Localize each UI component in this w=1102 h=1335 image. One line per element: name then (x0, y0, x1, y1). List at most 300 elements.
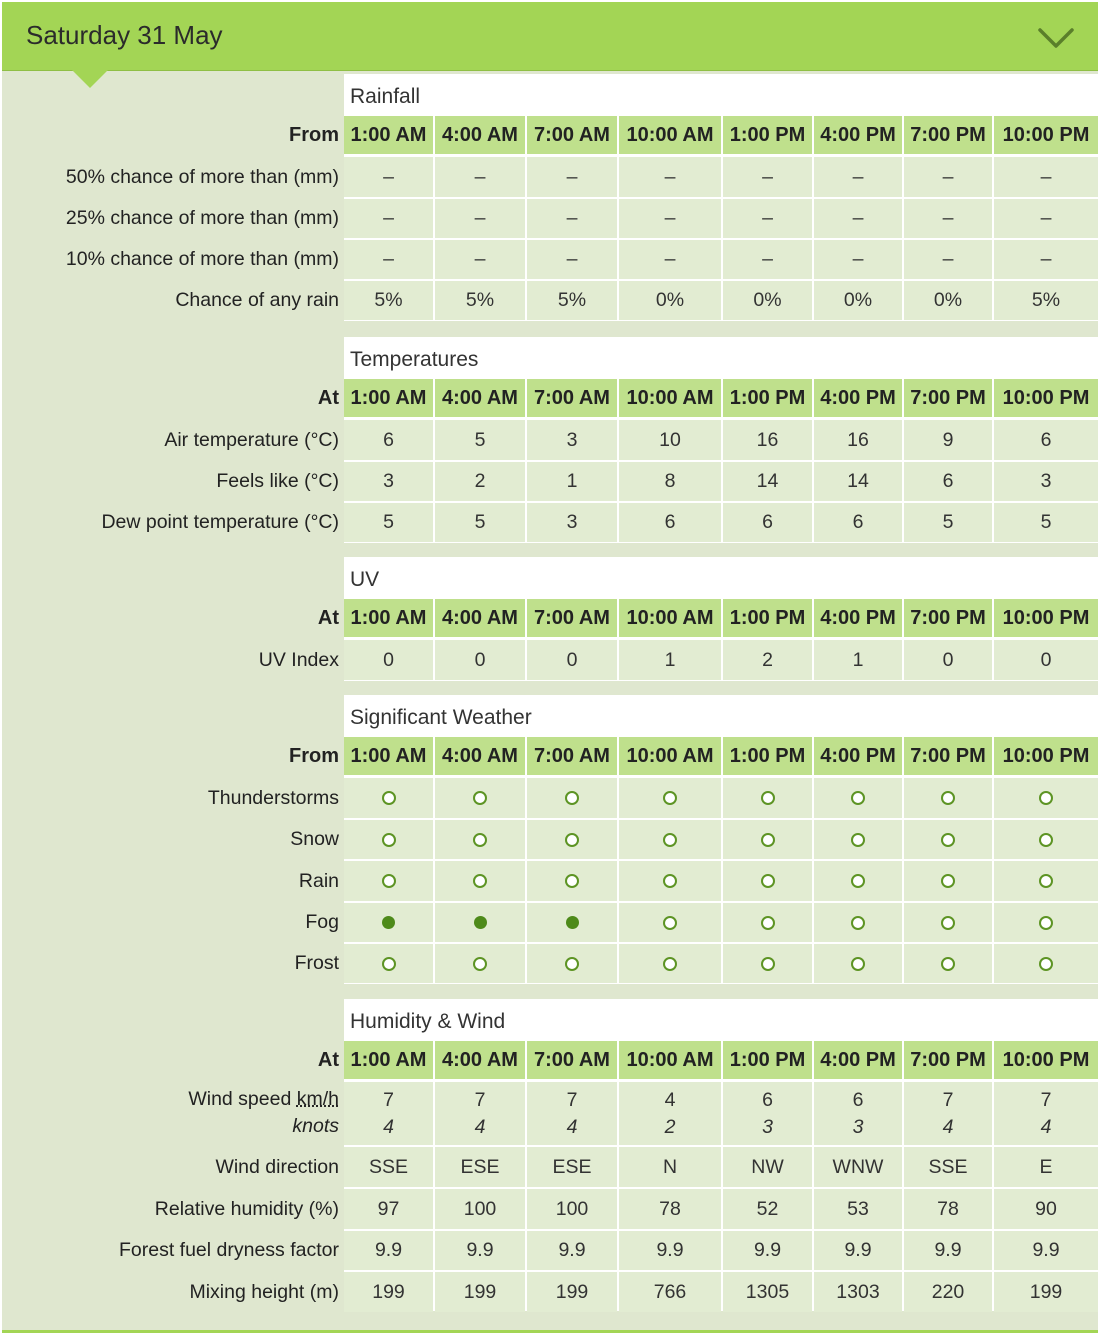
wind-speed-knots: 4 (474, 1115, 486, 1138)
time-header-row (2, 737, 1098, 775)
table-cell: 0% (904, 281, 992, 320)
table-cell: – (723, 240, 812, 279)
table-cell: 0 (344, 640, 433, 680)
table-row (2, 903, 1098, 942)
table-cell (994, 861, 1098, 901)
table-cell: 199 (435, 1272, 525, 1312)
time-header-cell: 10:00 AM (619, 1041, 721, 1079)
table-row (2, 640, 1098, 680)
filled-dot-icon (382, 916, 395, 929)
table-cell: – (344, 240, 433, 279)
table-row (2, 503, 1098, 542)
day-title: Saturday 31 May (26, 20, 223, 50)
header-pointer (72, 70, 108, 88)
empty-circle-icon (382, 791, 396, 805)
table-cell: N (619, 1147, 721, 1187)
table-cell: 220 (904, 1272, 992, 1312)
time-header-cell: 4:00 AM (435, 1041, 525, 1079)
table-cell: – (904, 240, 992, 279)
table-cell: 0% (723, 281, 812, 320)
table-cell: – (527, 157, 617, 197)
table-cell: – (435, 157, 525, 197)
time-header-cell: 1:00 AM (344, 737, 433, 775)
time-header-row (2, 1041, 1098, 1079)
empty-circle-icon (473, 957, 487, 971)
table-cell: 16 (723, 420, 812, 460)
table-cell: 6 (814, 503, 902, 542)
wind-speed-cell (527, 1082, 617, 1145)
table-cell (527, 903, 617, 942)
empty-circle-icon (941, 874, 955, 888)
table-cell: 2 (435, 462, 525, 501)
table-cell: SSE (904, 1147, 992, 1187)
empty-circle-icon (761, 916, 775, 930)
table-row (2, 240, 1098, 279)
table-cell: 3 (344, 462, 433, 501)
time-header-cell: 4:00 PM (814, 737, 902, 775)
time-header-cell: 7:00 AM (527, 737, 617, 775)
table-cell (619, 820, 721, 859)
time-header-row (2, 599, 1098, 637)
table-cell: 5% (344, 281, 433, 320)
time-header-label: At (317, 607, 339, 629)
wind-speed-kmh: 7 (1040, 1088, 1052, 1111)
table-cell: – (527, 199, 617, 238)
empty-circle-icon (761, 791, 775, 805)
day-header[interactable] (2, 2, 1098, 71)
wind-speed-knots: 3 (852, 1115, 864, 1138)
table-cell: 1303 (814, 1272, 902, 1312)
wind-speed-text: Wind speed (188, 1088, 297, 1110)
row-label: Forest fuel dryness factor (118, 1239, 339, 1261)
time-header-cell: 10:00 PM (994, 116, 1098, 154)
time-header-cell: 7:00 AM (527, 116, 617, 154)
table-cell (723, 903, 812, 942)
time-header-cell: 7:00 PM (904, 1041, 992, 1079)
empty-circle-icon (851, 791, 865, 805)
wind-speed-label (2, 1086, 339, 1140)
table-cell (904, 861, 992, 901)
wind-speed-cell (814, 1082, 902, 1145)
table-cell (814, 820, 902, 859)
wind-speed-kmh: 7 (942, 1088, 954, 1111)
time-header-cell: 1:00 PM (723, 1041, 812, 1079)
empty-circle-icon (382, 874, 396, 888)
table-cell: 6 (344, 420, 433, 460)
empty-circle-icon (851, 957, 865, 971)
table-cell: 16 (814, 420, 902, 460)
table-cell: 2 (723, 640, 812, 680)
empty-circle-icon (761, 957, 775, 971)
table-cell: 1305 (723, 1272, 812, 1312)
empty-circle-icon (1039, 791, 1053, 805)
time-header-cell: 4:00 PM (814, 116, 902, 154)
table-cell: 9.9 (994, 1231, 1098, 1270)
table-cell: 5 (344, 503, 433, 542)
time-header-cell: 4:00 PM (814, 599, 902, 637)
time-header-label: At (317, 387, 339, 409)
wind-speed-cell (994, 1082, 1098, 1145)
table-cell: 9.9 (619, 1231, 721, 1270)
table-cell (723, 944, 812, 983)
table-cell: – (344, 199, 433, 238)
table-cell (344, 861, 433, 901)
table-cell: – (994, 240, 1098, 279)
table-cell: – (904, 157, 992, 197)
table-cell (344, 903, 433, 942)
empty-circle-icon (941, 791, 955, 805)
table-cell: 1 (619, 640, 721, 680)
table-cell: – (994, 199, 1098, 238)
table-cell (619, 861, 721, 901)
empty-circle-icon (1039, 957, 1053, 971)
wind-speed-knots: 4 (1040, 1115, 1052, 1138)
chevron-down-icon[interactable] (1036, 20, 1076, 54)
table-cell: 9.9 (527, 1231, 617, 1270)
row-label: 25% chance of more than (mm) (65, 207, 339, 229)
section-title: Humidity & Wind (344, 999, 1098, 1041)
time-header-cell: 7:00 PM (904, 379, 992, 417)
time-header-row (2, 379, 1098, 417)
wind-speed-knots: 4 (566, 1115, 578, 1138)
table-cell: 5 (994, 503, 1098, 542)
table-cell: 0 (994, 640, 1098, 680)
table-cell (435, 861, 525, 901)
table-cell: ESE (527, 1147, 617, 1187)
row-label: Fog (305, 911, 339, 933)
empty-circle-icon (941, 833, 955, 847)
wind-speed-kmh: 4 (664, 1088, 676, 1111)
empty-circle-icon (941, 957, 955, 971)
wind-speed-cell (619, 1082, 721, 1145)
row-label: Relative humidity (%) (154, 1198, 339, 1220)
table-row (2, 778, 1098, 818)
time-header-cell: 4:00 AM (435, 737, 525, 775)
empty-circle-icon (851, 833, 865, 847)
table-row (2, 281, 1098, 320)
table-row (2, 1272, 1098, 1312)
wind-speed-knots: 4 (942, 1115, 954, 1138)
time-header-cell: 7:00 PM (904, 737, 992, 775)
table-cell (994, 944, 1098, 983)
empty-circle-icon (382, 957, 396, 971)
time-header-label: From (289, 745, 339, 767)
table-cell: 6 (904, 462, 992, 501)
time-header-cell: 10:00 AM (619, 737, 721, 775)
empty-circle-icon (473, 874, 487, 888)
table-cell: 9.9 (814, 1231, 902, 1270)
time-header-label: At (317, 1049, 339, 1071)
table-cell (435, 944, 525, 983)
table-cell: 0% (814, 281, 902, 320)
table-cell (814, 944, 902, 983)
wind-speed-kmh: 7 (474, 1088, 486, 1111)
wind-speed-cell (344, 1082, 433, 1145)
table-cell: 0 (527, 640, 617, 680)
row-label: Chance of any rain (175, 289, 339, 311)
time-header-cell: 1:00 AM (344, 599, 433, 637)
table-cell: 52 (723, 1189, 812, 1229)
table-cell: 10 (619, 420, 721, 460)
table-cell (344, 778, 433, 818)
row-label: Mixing height (m) (189, 1281, 339, 1303)
table-row (2, 1147, 1098, 1187)
table-cell: 5% (435, 281, 525, 320)
empty-circle-icon (941, 916, 955, 930)
table-row (2, 820, 1098, 859)
table-cell: – (814, 157, 902, 197)
time-header-cell: 10:00 AM (619, 116, 721, 154)
time-header-cell: 4:00 AM (435, 116, 525, 154)
empty-circle-icon (851, 916, 865, 930)
wind-speed-kmh: 6 (762, 1088, 773, 1111)
table-cell (435, 820, 525, 859)
table-cell: 5% (994, 281, 1098, 320)
table-cell: – (994, 157, 1098, 197)
table-row (2, 944, 1098, 983)
table-cell (904, 903, 992, 942)
empty-circle-icon (761, 833, 775, 847)
table-cell (527, 820, 617, 859)
table-cell: 8 (619, 462, 721, 501)
table-cell: 5% (527, 281, 617, 320)
table-cell: E (994, 1147, 1098, 1187)
table-cell: 766 (619, 1272, 721, 1312)
table-cell: 3 (994, 462, 1098, 501)
empty-circle-icon (565, 791, 579, 805)
table-cell (904, 944, 992, 983)
table-row (2, 462, 1098, 501)
time-header-cell: 1:00 AM (344, 116, 433, 154)
table-cell (994, 778, 1098, 818)
table-cell (527, 861, 617, 901)
empty-circle-icon (565, 957, 579, 971)
table-cell (527, 778, 617, 818)
table-cell (344, 944, 433, 983)
table-cell (344, 820, 433, 859)
wind-speed-cell (435, 1082, 525, 1145)
table-cell: 0 (435, 640, 525, 680)
table-cell (619, 778, 721, 818)
table-cell (723, 778, 812, 818)
table-cell: 78 (619, 1189, 721, 1229)
table-cell (619, 944, 721, 983)
wind-speed-knots: 4 (383, 1115, 394, 1138)
table-row (2, 1189, 1098, 1229)
row-label: Snow (290, 828, 339, 850)
row-label: Rain (298, 870, 339, 892)
table-row (2, 1231, 1098, 1270)
empty-circle-icon (565, 833, 579, 847)
time-header-cell: 7:00 PM (904, 116, 992, 154)
table-cell (904, 820, 992, 859)
time-header-cell: 4:00 AM (435, 379, 525, 417)
time-header-cell: 7:00 AM (527, 1041, 617, 1079)
table-cell: 14 (723, 462, 812, 501)
table-cell: 5 (904, 503, 992, 542)
time-header-cell: 4:00 PM (814, 379, 902, 417)
table-cell: 100 (435, 1189, 525, 1229)
table-cell (904, 778, 992, 818)
table-cell: – (814, 199, 902, 238)
empty-circle-icon (663, 916, 677, 930)
time-header-cell: 1:00 PM (723, 599, 812, 637)
table-cell: 6 (619, 503, 721, 542)
wind-speed-knots: 3 (762, 1115, 773, 1138)
wind-speed-label-line (2, 1086, 339, 1113)
table-cell: SSE (344, 1147, 433, 1187)
table-cell: 1 (814, 640, 902, 680)
table-cell: 1 (527, 462, 617, 501)
table-cell: – (435, 199, 525, 238)
table-cell: 78 (904, 1189, 992, 1229)
table-cell: 100 (527, 1189, 617, 1229)
empty-circle-icon (1039, 916, 1053, 930)
table-cell (619, 903, 721, 942)
table-cell: 6 (723, 503, 812, 542)
table-cell: 9.9 (344, 1231, 433, 1270)
table-cell: – (435, 240, 525, 279)
table-cell: – (344, 157, 433, 197)
time-header-cell: 10:00 AM (619, 599, 721, 637)
table-cell (814, 778, 902, 818)
table-cell: 3 (527, 503, 617, 542)
table-cell: – (814, 240, 902, 279)
row-label: Feels like (°C) (216, 470, 339, 492)
table-cell: NW (723, 1147, 812, 1187)
unit-kmh: km/h (296, 1088, 339, 1110)
time-header-cell: 7:00 PM (904, 599, 992, 637)
unit-knots: knots (292, 1115, 339, 1137)
time-header-cell: 10:00 PM (994, 1041, 1098, 1079)
bottom-divider (2, 1330, 1098, 1333)
row-label: Thunderstorms (207, 787, 339, 809)
row-label: Dew point temperature (°C) (101, 511, 339, 533)
table-cell: – (904, 199, 992, 238)
row-label: Air temperature (°C) (164, 429, 339, 451)
table-cell: – (619, 157, 721, 197)
forecast-panel (2, 2, 1098, 1333)
table-cell: 9.9 (435, 1231, 525, 1270)
row-label: Wind direction (215, 1156, 339, 1178)
empty-circle-icon (1039, 874, 1053, 888)
time-header-cell: 1:00 AM (344, 1041, 433, 1079)
table-cell: – (619, 199, 721, 238)
filled-dot-icon (566, 916, 579, 929)
table-cell: 0% (619, 281, 721, 320)
section-title: Temperatures (344, 337, 1098, 379)
time-header-cell: 1:00 PM (723, 116, 812, 154)
empty-circle-icon (473, 791, 487, 805)
time-header-cell: 10:00 PM (994, 379, 1098, 417)
table-cell: 3 (527, 420, 617, 460)
table-cell (723, 820, 812, 859)
table-cell: – (619, 240, 721, 279)
table-cell (527, 944, 617, 983)
row-label: 10% chance of more than (mm) (65, 248, 339, 270)
empty-circle-icon (663, 833, 677, 847)
time-header-cell: 1:00 PM (723, 379, 812, 417)
table-cell: 199 (527, 1272, 617, 1312)
table-cell (723, 861, 812, 901)
empty-circle-icon (473, 833, 487, 847)
filled-dot-icon (474, 916, 487, 929)
wind-speed-row (2, 1082, 1098, 1145)
table-cell: 14 (814, 462, 902, 501)
table-cell: – (723, 157, 812, 197)
table-cell: 199 (344, 1272, 433, 1312)
table-cell: 199 (994, 1272, 1098, 1312)
table-cell: 5 (435, 503, 525, 542)
table-cell (814, 861, 902, 901)
time-header-label: From (289, 124, 339, 146)
table-cell: 9 (904, 420, 992, 460)
table-cell: 97 (344, 1189, 433, 1229)
table-row (2, 157, 1098, 197)
table-cell: – (527, 240, 617, 279)
empty-circle-icon (382, 833, 396, 847)
time-header-cell: 1:00 AM (344, 379, 433, 417)
table-cell: 9.9 (904, 1231, 992, 1270)
time-header-cell: 7:00 AM (527, 379, 617, 417)
row-label: Frost (294, 952, 339, 974)
table-row (2, 420, 1098, 460)
table-cell: – (723, 199, 812, 238)
time-header-cell: 10:00 AM (619, 379, 721, 417)
table-row (2, 861, 1098, 901)
empty-circle-icon (761, 874, 775, 888)
time-header-cell: 4:00 PM (814, 1041, 902, 1079)
row-label: UV Index (258, 649, 339, 671)
empty-circle-icon (663, 957, 677, 971)
empty-circle-icon (663, 874, 677, 888)
table-cell: 53 (814, 1189, 902, 1229)
time-header-cell: 1:00 PM (723, 737, 812, 775)
table-cell: WNW (814, 1147, 902, 1187)
time-header-cell: 10:00 PM (994, 599, 1098, 637)
table-cell (994, 903, 1098, 942)
wind-speed-cell (904, 1082, 992, 1145)
empty-circle-icon (851, 874, 865, 888)
time-header-cell: 4:00 AM (435, 599, 525, 637)
wind-speed-cell (723, 1082, 812, 1145)
wind-speed-knots: 2 (664, 1115, 676, 1138)
section-title: Significant Weather (344, 695, 1098, 737)
table-cell: ESE (435, 1147, 525, 1187)
table-cell (435, 903, 525, 942)
table-cell (994, 820, 1098, 859)
table-row (2, 199, 1098, 238)
table-cell: 90 (994, 1189, 1098, 1229)
row-label: 50% chance of more than (mm) (65, 166, 339, 188)
empty-circle-icon (1039, 833, 1053, 847)
table-cell: 0 (904, 640, 992, 680)
table-cell: 5 (435, 420, 525, 460)
wind-speed-kmh: 7 (566, 1088, 578, 1111)
empty-circle-icon (565, 874, 579, 888)
table-cell: 9.9 (723, 1231, 812, 1270)
time-header-cell: 7:00 AM (527, 599, 617, 637)
table-cell: 6 (994, 420, 1098, 460)
time-header-cell: 10:00 PM (994, 737, 1098, 775)
table-cell (435, 778, 525, 818)
section-title: Rainfall (344, 74, 1098, 116)
wind-speed-kmh: 7 (383, 1088, 394, 1111)
wind-speed-kmh: 6 (852, 1088, 864, 1111)
table-cell (814, 903, 902, 942)
section-title: UV (344, 557, 1098, 599)
empty-circle-icon (663, 791, 677, 805)
